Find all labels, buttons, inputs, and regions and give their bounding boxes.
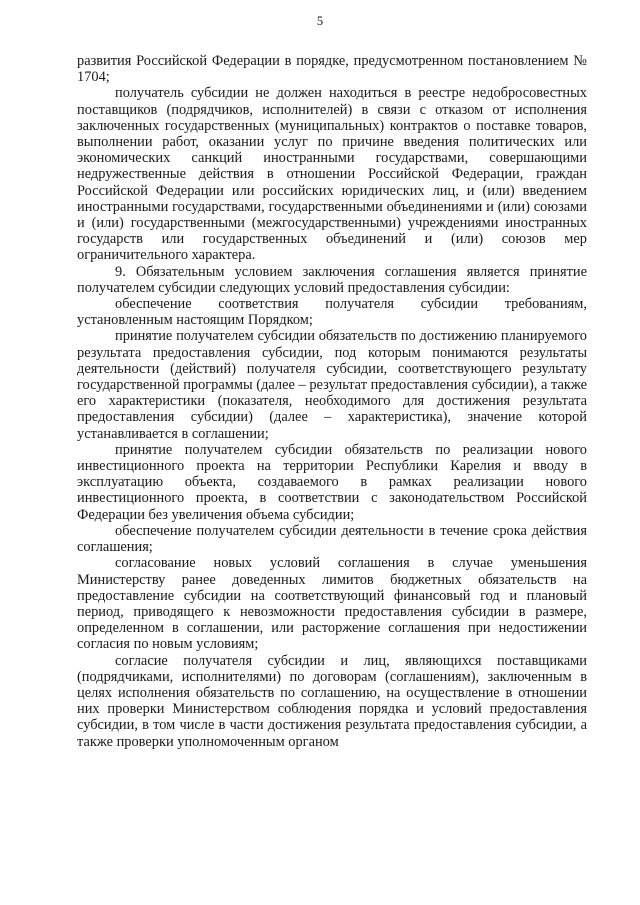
page-number: 5 [316,14,324,28]
paragraph-audit-consent: согласие получателя субсидии и лиц, являющихся поставщиками (подрядчиками, исполнителями) по договорам (соглашениям), заключенным в целях исполнения обязательств по соглашению, на осуществление в отношении них проверки Министерством соблюдения порядка и условий предоставления субсидии, в том числе в части достижения результата предоставления субсидии, а также проверки уполномоченным органом [77,652,587,750]
paragraph-clause-9: 9. Обязательным условием заключения соглашения является принятие получателем субсидии следующих условий предоставления субсидии: [77,263,587,296]
paragraph-result-obligations: принятие получателем субсидии обязательств по достижению планируемого результата предоставления субсидии, под которым понимаются результаты деятельности (действий) получателя субсидии, соответствующего результату государственной программы (далее – результат предоставления субсидии), а также его характеристики (показателя, необходимого для достижения результата предоставления субсидии) (далее – характеристика), значение которой устанавливается в соглашении; [77,328,587,442]
paragraph-compliance-requirements: обеспечение соответствия получателя субсидии требованиям, установленным настоящим Порядком; [77,296,587,329]
paragraph-new-conditions: согласование новых условий соглашения в случае уменьшения Министерству ранее доведенных лимитов бюджетных обязательств на предоставление субсидии на соответствующий финансовый год и плановый период, приводящего к невозможности предоставления субсидии в размере, определенном в соглашении, или расторжение соглашения при недостижении согласия по новым условиям; [77,555,587,653]
document-body [77,53,587,750]
paragraph-activity-term: обеспечение получателем субсидии деятельности в течение срока действия соглашения; [77,522,587,556]
paragraph-continuation: развития Российской Федерации в порядке, предусмотренном постановлением № 1704; [77,53,587,86]
paragraph-unfair-suppliers-registry: получатель субсидии не должен находиться в реестре недобросовестных поставщиков (подрядчиков, исполнителей) в связи с отказом от исполнения заключенных государственных (муниципальных) контрактов о поставке товаров, выполнении работ, оказании услуг по причине введения политических или экономических санкций иностранными государствами, совершающими недружественные действия в отношении Российской Федерации, граждан Российской Федерации или российских юридических лиц, и (или) введением иностранными государствами, государственными объединениями и (или) союзами и (или) государственными (межгосударственными) учреждениями иностранных государств или государственных объединений и (или) союзов мер ограничительного характера. [77,85,587,264]
paragraph-investment-project: принятие получателем субсидии обязательств по реализации нового инвестиционного проекта на территории Республики Карелия и вводу в эксплуатацию объекта, создаваемого в рамках реализации нового инвестиционного проекта, в соответствии с законодательством Российской Федерации без увеличения объема субсидии; [77,441,587,523]
